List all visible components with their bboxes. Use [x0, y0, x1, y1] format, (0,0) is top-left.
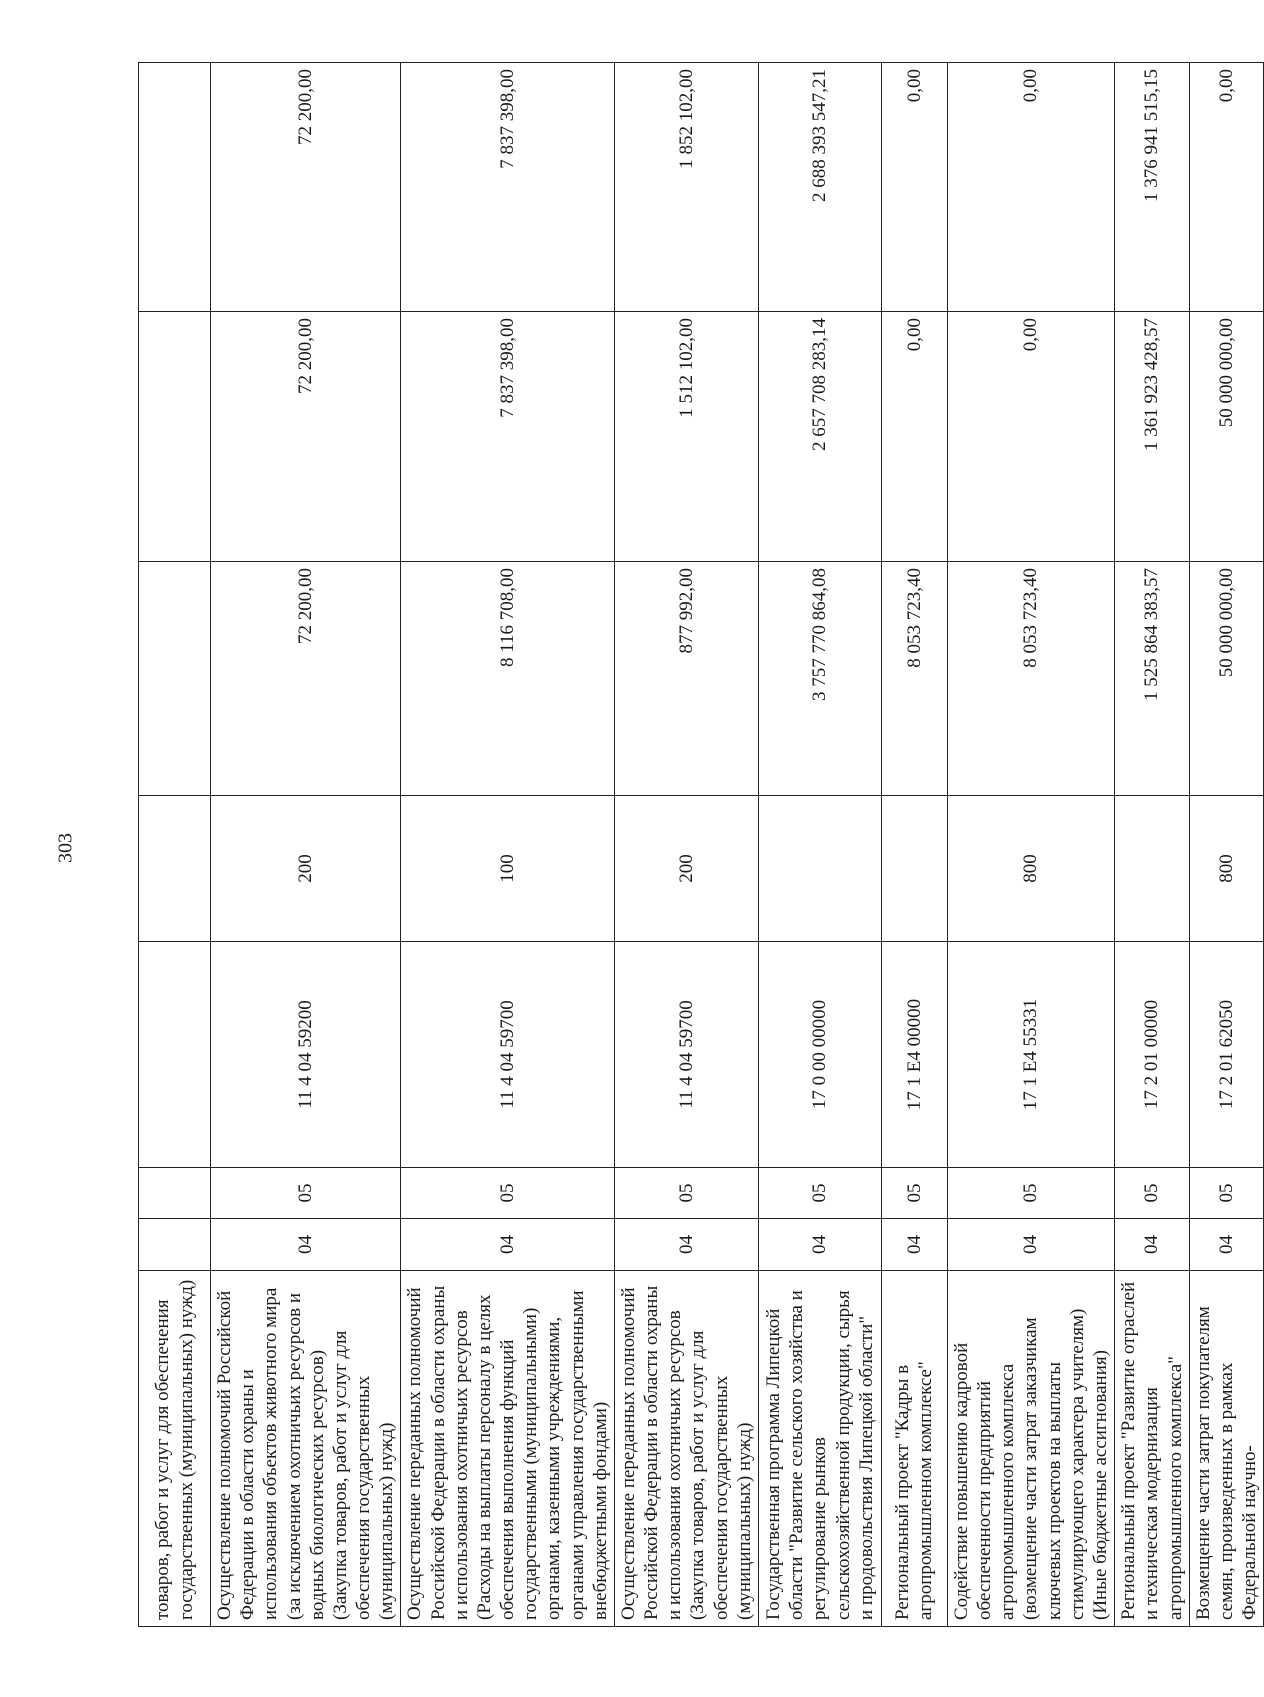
- amount-year-2: 1 512 102,00: [614, 312, 758, 562]
- row-name: товаров, работ и услуг для обеспечения государственных (муниципальных) нужд): [139, 1271, 211, 1627]
- rotated-page-content: [138, 63, 1261, 1627]
- target-article-code: 11 4 04 59700: [614, 942, 758, 1168]
- expense-type-code: 800: [947, 796, 1114, 942]
- expense-type-code: [881, 796, 947, 942]
- amount-year-2: 50 000 000,00: [1189, 312, 1264, 562]
- table-row: [401, 63, 615, 1627]
- expense-type-code: [758, 796, 881, 942]
- amount-year-3: 1 852 102,00: [614, 63, 758, 312]
- amount-year-3: 0,00: [881, 63, 947, 312]
- subsection-code: 05: [947, 1168, 1114, 1219]
- amount-year-3: 7 837 398,00: [401, 63, 615, 312]
- amount-year-2: 2 657 708 283,14: [758, 312, 881, 562]
- target-article-code: 11 4 04 59700: [401, 942, 615, 1168]
- subsection-code: 05: [211, 1168, 401, 1219]
- amount-year-3: 72 200,00: [211, 63, 401, 312]
- section-code: 04: [947, 1219, 1114, 1271]
- amount-year-1: [139, 562, 211, 796]
- table-row: [947, 63, 1114, 1627]
- amount-year-3: 1 376 941 515,15: [1115, 63, 1190, 312]
- section-code: 04: [1115, 1219, 1190, 1271]
- subsection-code: 05: [1189, 1168, 1264, 1219]
- amount-year-2: 0,00: [881, 312, 947, 562]
- expense-type-code: [1115, 796, 1190, 942]
- target-article-code: 17 1 E4 55331: [947, 942, 1114, 1168]
- target-article-code: 11 4 04 59200: [211, 942, 401, 1168]
- amount-year-2: [139, 312, 211, 562]
- amount-year-3: 0,00: [1189, 63, 1264, 312]
- expense-type-code: 100: [401, 796, 615, 942]
- target-article-code: [139, 942, 211, 1168]
- amount-year-1: 1 525 864 383,57: [1115, 562, 1190, 796]
- subsection-code: [139, 1168, 211, 1219]
- amount-year-1: 8 053 723,40: [881, 562, 947, 796]
- amount-year-3: [139, 63, 211, 312]
- amount-year-2: 0,00: [947, 312, 1114, 562]
- amount-year-2: 7 837 398,00: [401, 312, 615, 562]
- target-article-code: 17 2 01 00000: [1115, 942, 1190, 1168]
- expense-type-code: [139, 796, 211, 942]
- section-code: 04: [401, 1219, 615, 1271]
- subsection-code: 05: [758, 1168, 881, 1219]
- amount-year-1: 72 200,00: [211, 562, 401, 796]
- amount-year-1: 8 053 723,40: [947, 562, 1114, 796]
- amount-year-1: 8 116 708,00: [401, 562, 615, 796]
- section-code: 04: [211, 1219, 401, 1271]
- row-name: Осуществление переданных полномочий Российской Федерации в области охраны и использования охотничьих ресурсов (Закупка товаров, работ и услуг для обеспечения государственных (муниципальных) нужд): [614, 1271, 758, 1627]
- budget-table: [138, 62, 1264, 1627]
- amount-year-3: 0,00: [947, 63, 1114, 312]
- subsection-code: 05: [401, 1168, 615, 1219]
- amount-year-2: 1 361 923 428,57: [1115, 312, 1190, 562]
- section-code: 04: [758, 1219, 881, 1271]
- expense-type-code: 800: [1189, 796, 1264, 942]
- table-row: [1115, 63, 1190, 1627]
- target-article-code: 17 2 01 62050: [1189, 942, 1264, 1168]
- table-row: [614, 63, 758, 1627]
- row-name: Государственная программа Липецкой области "Развитие сельского хозяйства и регулирование рынков сельскохозяйственной продукции, сырья и продовольствия Липецкой области": [758, 1271, 881, 1627]
- section-code: 04: [1189, 1219, 1264, 1271]
- table-row: [758, 63, 881, 1627]
- section-code: 04: [881, 1219, 947, 1271]
- amount-year-3: 2 688 393 547,21: [758, 63, 881, 312]
- row-name: Осуществление полномочий Российской Федерации в области охраны и использования объектов животного мира (за исключением охотничьих ресурсов и водных биологических ресурсов) (Закупка товаров, работ и услуг для обеспечения государственных (муниципальных) нужд): [211, 1271, 401, 1627]
- row-name: Возмещение части затрат покупателям семян, произведенных в рамках Федеральной научно-: [1189, 1271, 1264, 1627]
- row-name: Содействие повышению кадровой обеспеченности предприятий агропромышленного комплекса (возмещение части затрат заказчикам ключевых проектов на выплаты стимулирующего характера учителям) (Иные бюджетные ассигнования): [947, 1271, 1114, 1627]
- page-number: 303: [54, 833, 77, 863]
- target-article-code: 17 1 E4 00000: [881, 942, 947, 1168]
- expense-type-code: 200: [211, 796, 401, 942]
- table-row: [881, 63, 947, 1627]
- amount-year-2: 72 200,00: [211, 312, 401, 562]
- table-row: [1189, 63, 1264, 1627]
- table-row: [139, 63, 211, 1627]
- subsection-code: 05: [881, 1168, 947, 1219]
- section-code: 04: [614, 1219, 758, 1271]
- amount-year-1: 877 992,00: [614, 562, 758, 796]
- subsection-code: 05: [614, 1168, 758, 1219]
- table-row: [211, 63, 401, 1627]
- expense-type-code: 200: [614, 796, 758, 942]
- subsection-code: 05: [1115, 1168, 1190, 1219]
- section-code: [139, 1219, 211, 1271]
- row-name: Региональный проект "Кадры в агропромышленном комплексе": [881, 1271, 947, 1627]
- amount-year-1: 50 000 000,00: [1189, 562, 1264, 796]
- row-name: Региональный проект "Развитие отраслей и техническая модернизация агропромышленного комплекса": [1115, 1271, 1190, 1627]
- amount-year-1: 3 757 770 864,08: [758, 562, 881, 796]
- target-article-code: 17 0 00 00000: [758, 942, 881, 1168]
- row-name: Осуществление переданных полномочий Российской Федерации в области охраны и использования охотничьих ресурсов (Расходы на выплаты персоналу в целях обеспечения выполнения функций государственными (муниципальными) органами, казенными учреждениями, органами управления государственными внебюджетными фондами): [401, 1271, 615, 1627]
